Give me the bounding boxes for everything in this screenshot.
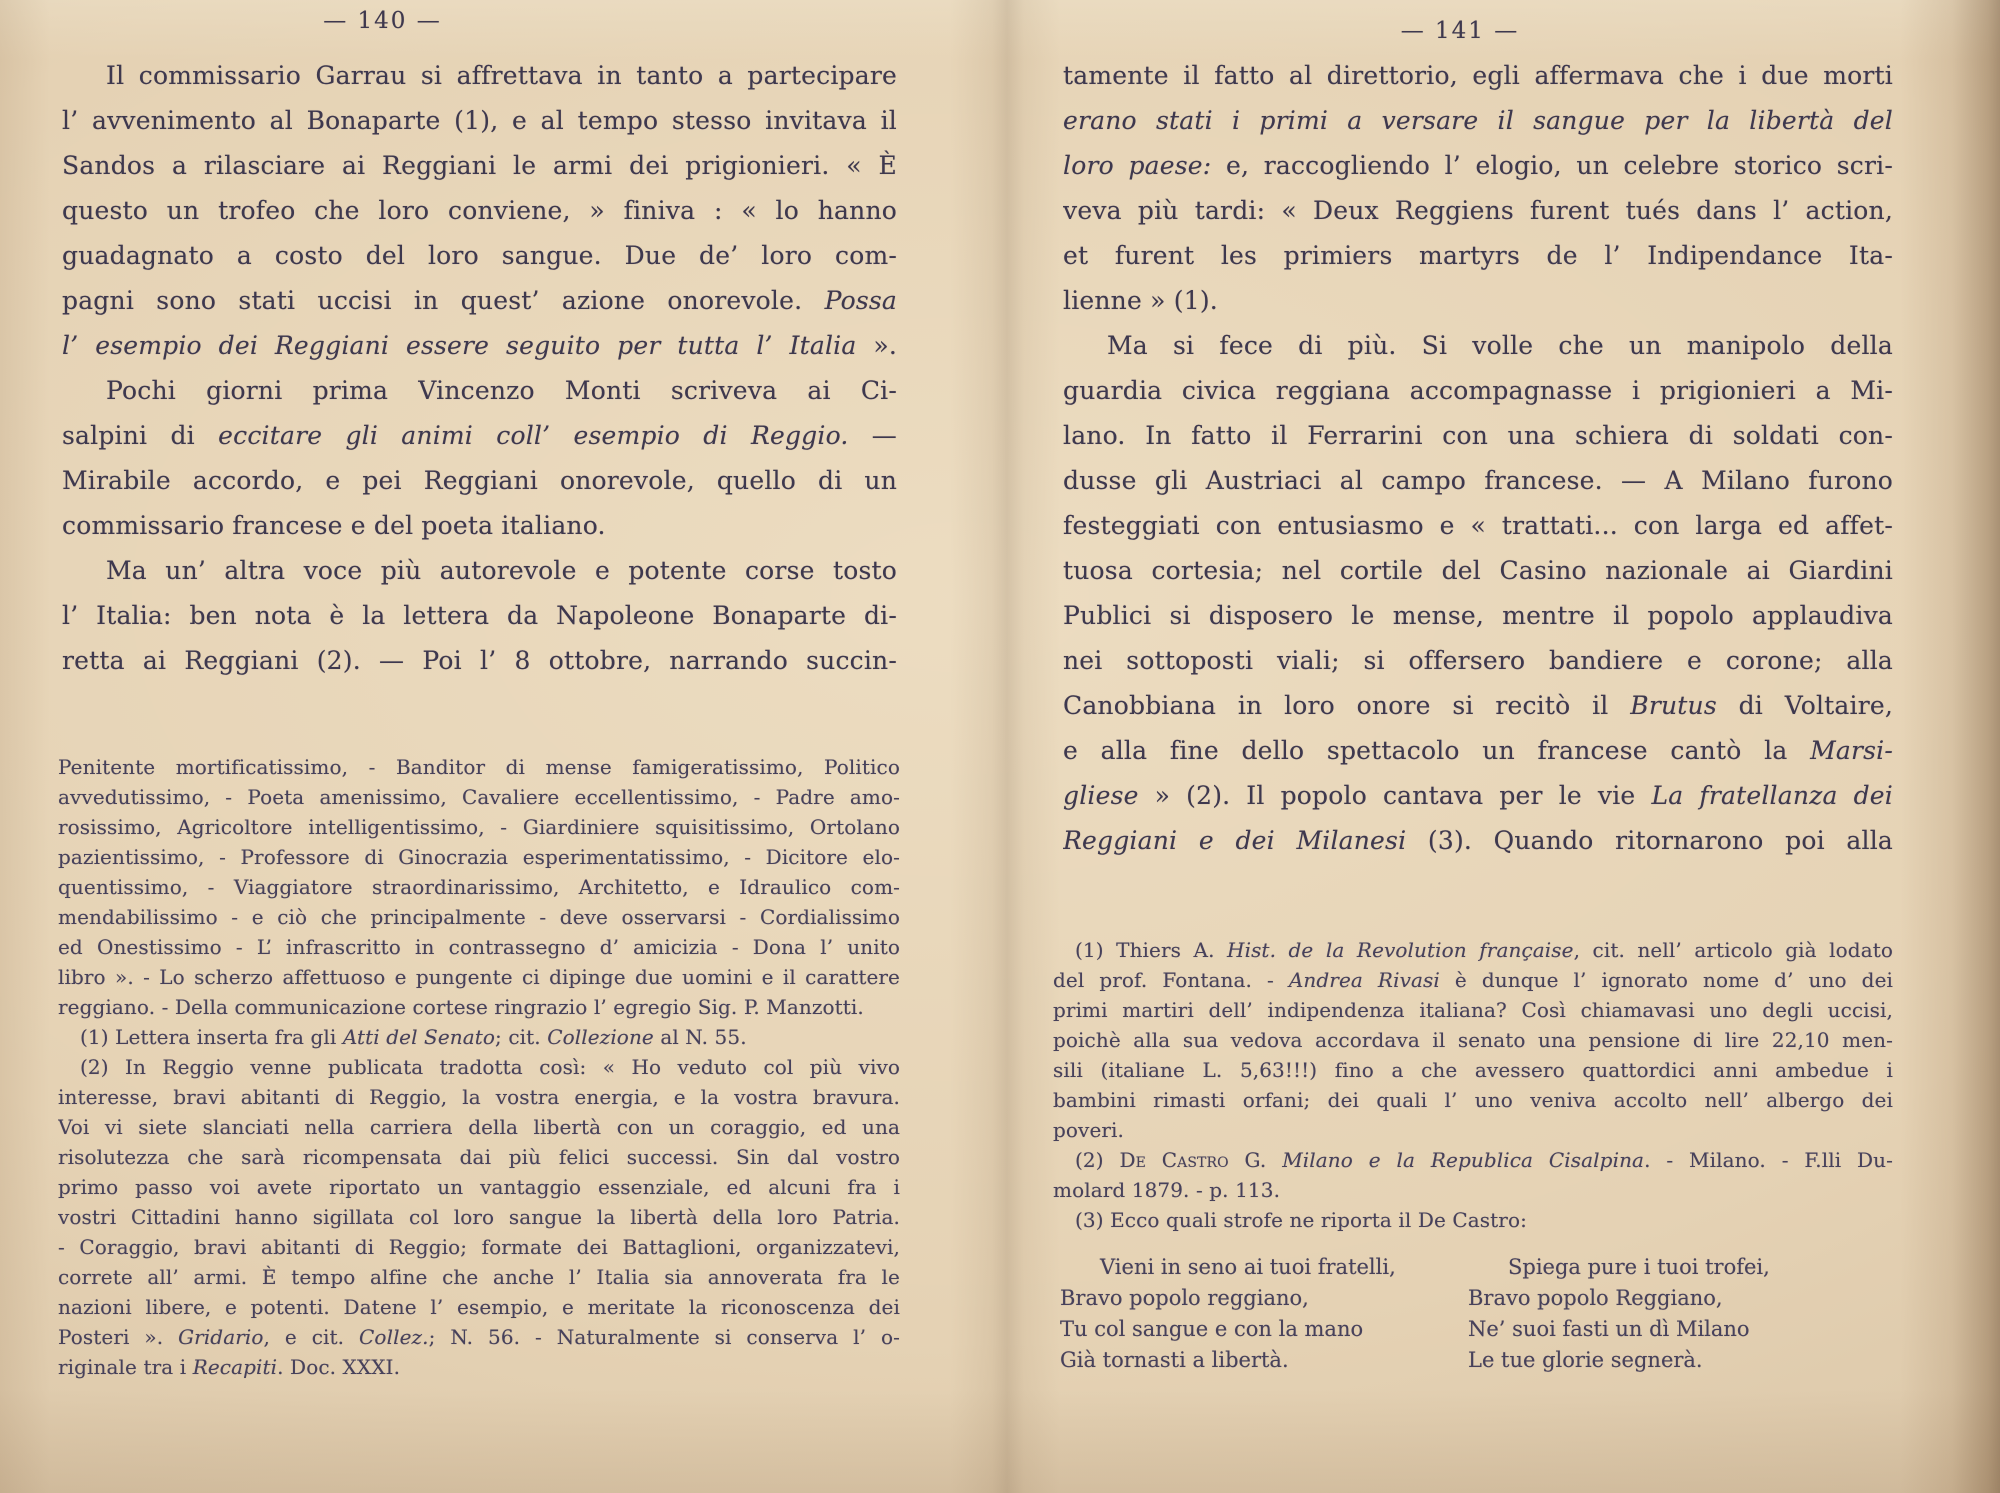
text-line: retta ai Reggiani (2). — Poi l’ 8 ottobre, narrando succin- — [62, 646, 897, 675]
text-line: questo un trofeo che loro conviene, » finiva : « lo hanno — [62, 196, 897, 225]
left-page-header — [62, 8, 897, 34]
text-line: avvedutissimo, - Poeta amenissimo, Cavaliere eccellentissimo, - Padre amo- — [58, 785, 900, 809]
text-line: correte all’ armi. È tempo alfine che anche l’ Italia sia annoverata fra le — [58, 1265, 900, 1289]
text-line: reggiano. - Della communicazione cortese ringrazio l’ egregio Sig. P. Manzotti. — [58, 995, 864, 1019]
text-line: festeggiati con entusiasmo e « trattati... con larga ed affet- — [1063, 511, 1893, 540]
text-line: Reggiani e dei Milanesi (3). Quando ritornarono poi alla — [1063, 826, 1893, 855]
text-line: Voi vi siete slanciati nella carriera della libertà con un coraggio, ed una — [58, 1115, 900, 1139]
text-line: erano stati i primi a versare il sangue per la libertà del — [1063, 106, 1893, 135]
text-line: l’ esempio dei Reggiani essere seguito per tutta l’ Italia ». — [62, 331, 897, 360]
text-line: Ma un’ altra voce più autorevole e potente corse tosto — [106, 556, 897, 585]
text-line: Ma si fece di più. Si volle che un manipolo della — [1107, 331, 1893, 360]
verse-line: Bravo popolo Reggiano, — [1468, 1286, 1723, 1310]
text-line: guadagnato a costo del loro sangue. Due de’ loro com- — [62, 241, 897, 270]
text-line: gliese » (2). Il popolo cantava per le vie La fratellanza dei — [1063, 781, 1893, 810]
left-page-number: — 140 — — [323, 8, 442, 34]
left-page-footnotes — [58, 752, 900, 1382]
text-line: guardia civica reggiana accompagnasse i prigionieri a Mi- — [1063, 376, 1893, 405]
verse-line: Ne’ suoi fasti un dì Milano — [1468, 1317, 1750, 1341]
verse-column-right — [1468, 1252, 1898, 1376]
verse-line: Bravo popolo reggiano, — [1060, 1286, 1309, 1310]
text-line: tamente il fatto al direttorio, egli affermava che i due morti — [1063, 61, 1893, 90]
text-line: bambini rimasti orfani; dei quali l’ uno veniva accolto nell’ albergo dei — [1053, 1088, 1893, 1112]
verse-line: Le tue glorie segnerà. — [1468, 1348, 1703, 1372]
text-line: Publici si disposero le mense, mentre il popolo applaudiva — [1063, 601, 1893, 630]
text-line: (1) Lettera inserta fra gli Atti del Senato; cit. Collezione al N. 55. — [80, 1025, 747, 1049]
text-line: Penitente mortificatissimo, - Banditor di mense famigeratissimo, Politico — [58, 755, 900, 779]
text-line: loro paese: e, raccogliendo l’ elogio, un celebre storico scri- — [1063, 151, 1893, 180]
text-line: nei sottoposti viali; si offersero bandiere e corone; alla — [1063, 646, 1893, 675]
right-page-main-text — [1063, 53, 1893, 863]
text-line: (2) De Castro G. Milano e la Republica Cisalpina. - Milano. - F.lli Du- — [1075, 1148, 1893, 1172]
text-line: dusse gli Austriaci al campo francese. — A Milano furono — [1063, 466, 1893, 495]
verse-line: Tu col sangue e con la mano — [1060, 1317, 1364, 1341]
verse-line: Spiega pure i tuoi trofei, — [1508, 1255, 1770, 1279]
verse-line: Già tornasti a libertà. — [1060, 1348, 1289, 1372]
text-line: e alla fine dello spettacolo un francese cantò la Marsi- — [1063, 736, 1893, 765]
text-line: salpini di eccitare gli animi coll’ esempio di Reggio. — — [62, 421, 897, 450]
text-line: pazientissimo, - Professore di Ginocrazia esperimentatissimo, - Dicitore elo- — [58, 845, 900, 869]
text-line: lienne » (1). — [1063, 286, 1218, 315]
text-line: interesse, bravi abitanti di Reggio, la vostra energia, e la vostra bravura. — [58, 1085, 900, 1109]
text-line: sili (italiane L. 5,63!!!) fino a che avessero quattordici anni ambedue i — [1053, 1058, 1893, 1082]
text-line: rosissimo, Agricoltore intelligentissimo, - Giardiniere squisitissimo, Ortolano — [58, 815, 900, 839]
text-line: Canobbiana in loro onore si recitò il Brutus di Voltaire, — [1063, 691, 1893, 720]
text-line: poveri. — [1053, 1118, 1124, 1142]
text-line: Posteri ». Gridario, e cit. Collez.; N. 56. - Naturalmente si conserva l’ o- — [58, 1325, 900, 1349]
text-line: mendabilissimo - e ciò che principalmente - deve osservarsi - Cordialissimo — [58, 905, 900, 929]
left-page-main-text — [62, 53, 897, 683]
text-line: (2) In Reggio venne publicata tradotta così: « Ho veduto col più vivo — [80, 1055, 900, 1079]
right-page-number: — 141 — — [1400, 18, 1520, 44]
text-line: libro ». - Lo scherzo affettuoso e pungente ci dipinge due uomini e il carattere — [58, 965, 900, 989]
text-line: Sandos a rilasciare ai Reggiani le armi dei prigionieri. « È — [62, 151, 897, 180]
text-line: - Coraggio, bravi abitanti di Reggio; formate dei Battaglioni, organizzatevi, — [58, 1235, 900, 1259]
text-line: et furent les primiers martyrs de l’ Indipendance Ita- — [1063, 241, 1893, 270]
text-line: Il commissario Garrau si affrettava in tanto a partecipare — [106, 61, 897, 90]
text-line: primo passo voi avete riportato un vantaggio essenziale, ed alcuni fra i — [58, 1175, 900, 1199]
verse-line: Vieni in seno ai tuoi fratelli, — [1100, 1255, 1396, 1279]
text-line: veva più tardi: « Deux Reggiens furent tués dans l’ action, — [1063, 196, 1893, 225]
text-line: (1) Thiers A. Hist. de la Revolution française, cit. nell’ articolo già lodato — [1075, 938, 1893, 962]
text-line: vostri Cittadini hanno sigillata col loro sangue la libertà della loro Patria. — [58, 1205, 900, 1229]
text-line: nazioni libere, e potenti. Datene l’ esempio, e meritate la riconoscenza dei — [58, 1295, 900, 1319]
text-line: primi martiri dell’ indipendenza italiana? Così chiamavasi uno degli uccisi, — [1053, 998, 1893, 1022]
text-line: commissario francese e del poeta italiano. — [62, 511, 606, 540]
text-line: Mirabile accordo, e pei Reggiani onorevole, quello di un — [62, 466, 897, 495]
verse-column-left — [1060, 1252, 1460, 1376]
right-page-footnotes — [1053, 935, 1893, 1235]
text-line: l’ avvenimento al Bonaparte (1), e al tempo stesso invitava il — [62, 106, 897, 135]
right-page-header — [1063, 18, 1893, 44]
text-line: ed Onestissimo - L’ infrascritto in contrassegno d’ amicizia - Dona l’ unito — [58, 935, 900, 959]
text-line: lano. In fatto il Ferrarini con una schiera di soldati con- — [1063, 421, 1893, 450]
text-line: quentissimo, - Viaggiatore straordinarissimo, Architetto, e Idraulico com- — [58, 875, 900, 899]
text-line: pagni sono stati uccisi in quest’ azione onorevole. Possa — [62, 286, 897, 315]
text-line: del prof. Fontana. - Andrea Rivasi è dunque l’ ignorato nome d’ uno dei — [1053, 968, 1893, 992]
text-line: (3) Ecco quali strofe ne riporta il De Castro: — [1075, 1208, 1527, 1232]
text-line: molard 1879. - p. 113. — [1053, 1178, 1281, 1202]
text-line: l’ Italia: ben nota è la lettera da Napoleone Bonaparte di- — [62, 601, 897, 630]
text-line: risolutezza che sarà ricompensata dai più felici successi. Sin dal vostro — [58, 1145, 900, 1169]
text-line: tuosa cortesia; nel cortile del Casino nazionale ai Giardini — [1063, 556, 1893, 585]
text-line: riginale tra i Recapiti. Doc. XXXI. — [58, 1355, 401, 1379]
text-line: Pochi giorni prima Vincenzo Monti scriveva ai Ci- — [106, 376, 897, 405]
text-line: poichè alla sua vedova accordava il senato una pensione di lire 22,10 men- — [1053, 1028, 1893, 1052]
